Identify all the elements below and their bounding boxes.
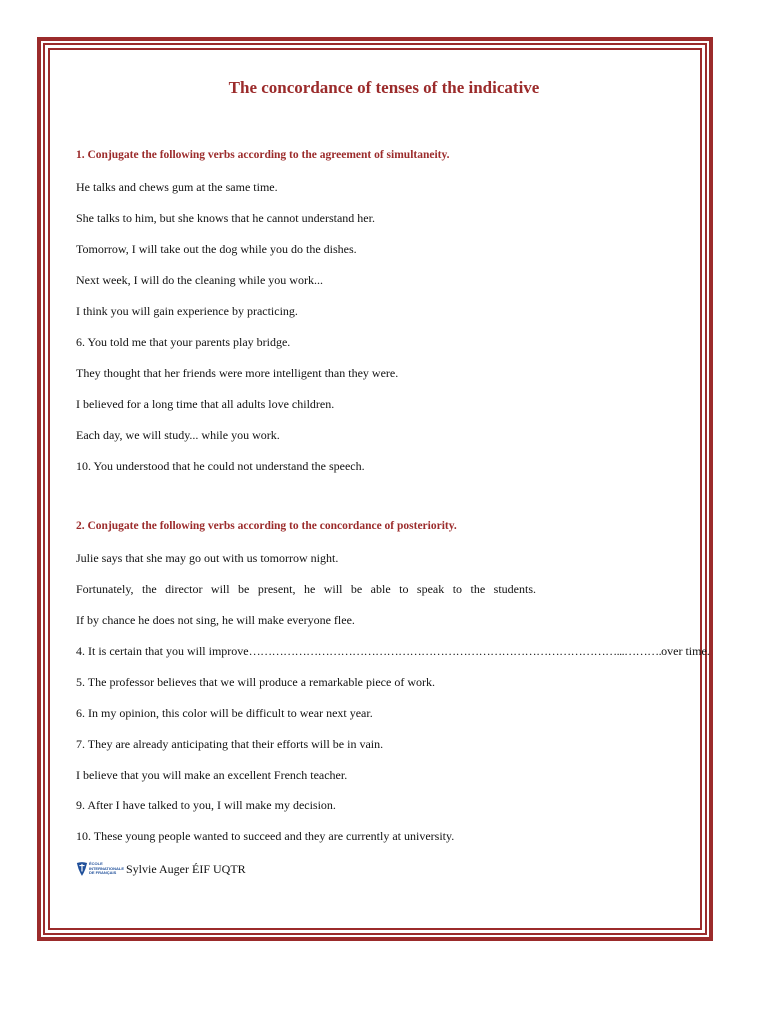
exercise-line: Tomorrow, I will take out the dog while you do the dishes.	[76, 242, 357, 256]
exercise-line: 10. You understood that he could not understand the speech.	[76, 459, 365, 473]
exercise-line: Fortunately, the director will be present, he will be able to speak to the students.	[76, 582, 536, 596]
exercise-line: 5. The professor believes that we will produce a remarkable piece of work.	[76, 675, 435, 689]
exercise-line: I believe that you will make an excellent French teacher.	[76, 768, 348, 782]
exercise-line-with-blank	[76, 644, 710, 659]
exercise-line: She talks to him, but she knows that he cannot understand her.	[76, 211, 375, 225]
exercise-line: Julie says that she may go out with us tomorrow night.	[76, 551, 339, 565]
answer-blank-dots: ……………………………………………………………………………………...……….	[248, 644, 662, 658]
exercise-line: They thought that her friends were more intelligent than they were.	[76, 366, 399, 380]
exercise-line: I believed for a long time that all adults love children.	[76, 397, 335, 411]
section-1-heading: 1. Conjugate the following verbs according to the agreement of simultaneity.	[76, 149, 450, 161]
exercise-line: Each day, we will study... while you work.	[76, 428, 280, 442]
exercise-line: 6. You told me that your parents play bridge.	[76, 335, 291, 349]
school-logo	[76, 859, 124, 879]
footer	[76, 857, 246, 881]
page-title: The concordance of tenses of the indicative	[228, 78, 540, 97]
exercise-line: 6. In my opinion, this color will be difficult to wear next year.	[76, 706, 373, 720]
exercise-line: If by chance he does not sing, he will make everyone flee.	[76, 613, 355, 627]
exercise-line: 9. After I have talked to you, I will make my decision.	[76, 798, 336, 812]
exercise-text-end: over time.	[661, 644, 710, 658]
exercise-line: 10. These young people wanted to succeed and they are currently at university.	[76, 829, 455, 843]
exercise-line: He talks and chews gum at the same time.	[76, 180, 278, 194]
exercise-text: 4. It is certain that you will improve	[76, 644, 249, 658]
school-logo-emblem-icon	[76, 860, 88, 878]
exercise-line: Next week, I will do the cleaning while you work...	[76, 273, 323, 287]
section-2-heading: 2. Conjugate the following verbs according to the concordance of posteriority.	[76, 520, 457, 532]
author-credit: Sylvie Auger ÉIF UQTR	[126, 861, 246, 876]
exercise-line: 7. They are already anticipating that their efforts will be in vain.	[76, 737, 384, 751]
exercise-line: I think you will gain experience by practicing.	[76, 304, 298, 318]
school-logo-text: ÉCOLE INTERNATIONALE DE FRANÇAIS	[88, 861, 124, 876]
